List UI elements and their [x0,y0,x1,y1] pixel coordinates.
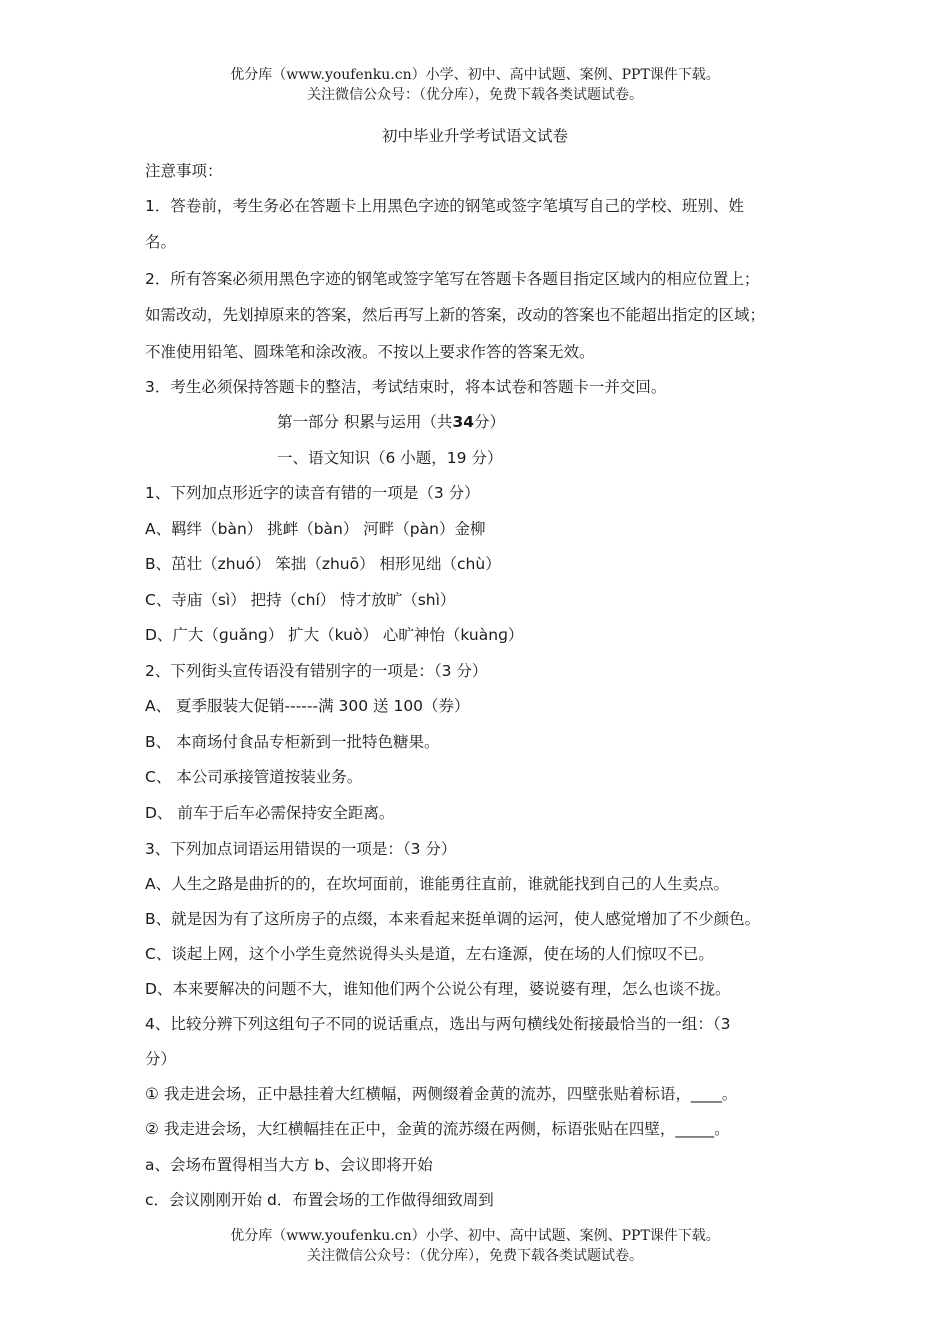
notice-line: 不准使用铅笔、圆珠笔和涂改液。不按以上要求作答的答案无效。 [145,343,595,361]
notice-line: 名。 [145,233,177,251]
question-line: B、 本商场付食品专柜新到一批特色糖果。 [145,733,440,751]
notice-line: 3．考生必须保持答题卡的整洁，考试结束时，将本试卷和答题卡一并交回。 [145,378,667,396]
section-heading: 一、语文知识（6 小题，19 分） [277,449,503,467]
question-line: a、会场布置得相当大方 b、会议即将开始 [145,1156,433,1174]
notice-line: 2．所有答案必须用黑色字迹的钢笔或签字笔写在答题卡各题目指定区域内的相应位置上； [145,270,760,288]
part-heading [277,411,505,433]
question-line: C、谈起上网，这个小学生竟然说得头头是道，左右逢源，使在场的人们惊叹不已。 [145,945,714,963]
question-line: B、茁壮（zhuó） 笨拙（zhuō） 相形见绌（chù） [145,555,501,573]
footer-line-1: 优分库（www.youfenku.cn）小学、初中、高中试题、案例、PPT课件下载。 [230,1228,720,1244]
question-line: A、 夏季服装大促销------满 300 送 100（券） [145,697,470,715]
question-line: B、就是因为有了这所房子的点缀，本来看起来挺单调的运河，使人感觉增加了不少颜色。 [145,910,761,928]
question-line: D、广大（ɡuǎnɡ） 扩大（kuò） 心旷神怡（kuànɡ） [145,626,524,644]
header-line-1: 优分库（www.youfenku.cn）小学、初中、高中试题、案例、PPT课件下载。 [230,67,720,83]
notice-line: 1．答卷前，考生务必在答题卡上用黑色字迹的钢笔或签字笔填写自己的学校、班别、姓 [145,197,744,215]
header-line-2: 关注微信公众号：（优分库），免费下载各类试题试卷。 [307,87,643,103]
question-line: D、本来要解决的问题不大，谁知他们两个公说公有理，婆说婆有理，怎么也谈不拢。 [145,980,731,998]
footer-line-2: 关注微信公众号：（优分库），免费下载各类试题试卷。 [307,1248,643,1264]
part-points: 34 [452,413,475,431]
notice-line: 如需改动，先划掉原来的答案，然后再写上新的答案，改动的答案也不能超出指定的区域； [145,306,766,324]
question-line: C、寺庙（sì） 把持（chí） 恃才放旷（shì） [145,591,456,609]
part-prefix: 第一部分 积累与运用（共 [277,413,453,431]
question-line: A、人生之路是曲折的的，在坎坷面前，谁能勇往直前，谁就能找到自己的人生卖点。 [145,875,730,893]
question-line: 1、下列加点形近字的读音有错的一项是（3 分） [145,484,480,502]
question-line: ② 我走进会场，大红横幅挂在正中，金黄的流苏缀在两侧，标语张贴在四壁，_____。 [145,1120,730,1138]
question-line: c．会议刚刚开始 d．布置会场的工作做得细致周到 [145,1191,494,1209]
question-line: D、 前车于后车必需保持安全距离。 [145,804,395,822]
question-line: ① 我走进会场，正中悬挂着大红横幅，两侧缀着金黄的流苏，四壁张贴着标语，____。 [145,1085,738,1103]
question-line: 分） [145,1050,177,1068]
question-line: 3、下列加点词语运用错误的一项是：（3 分） [145,840,457,858]
question-line: A、羁绊（bàn） 挑衅（bàn） 河畔（pàn）金柳 [145,520,486,538]
question-line: 2、下列街头宣传语没有错别字的一项是：（3 分） [145,662,488,680]
question-line: C、 本公司承接管道按装业务。 [145,768,363,786]
page-title: 初中毕业升学考试语文试卷 [381,127,568,145]
question-line: 4、比较分辨下列这组句子不同的说话重点，选出与两句横线处衔接最恰当的一组：（3 [145,1015,731,1033]
notice-heading: 注意事项： [145,162,223,180]
part-suffix: 分） [474,413,506,431]
